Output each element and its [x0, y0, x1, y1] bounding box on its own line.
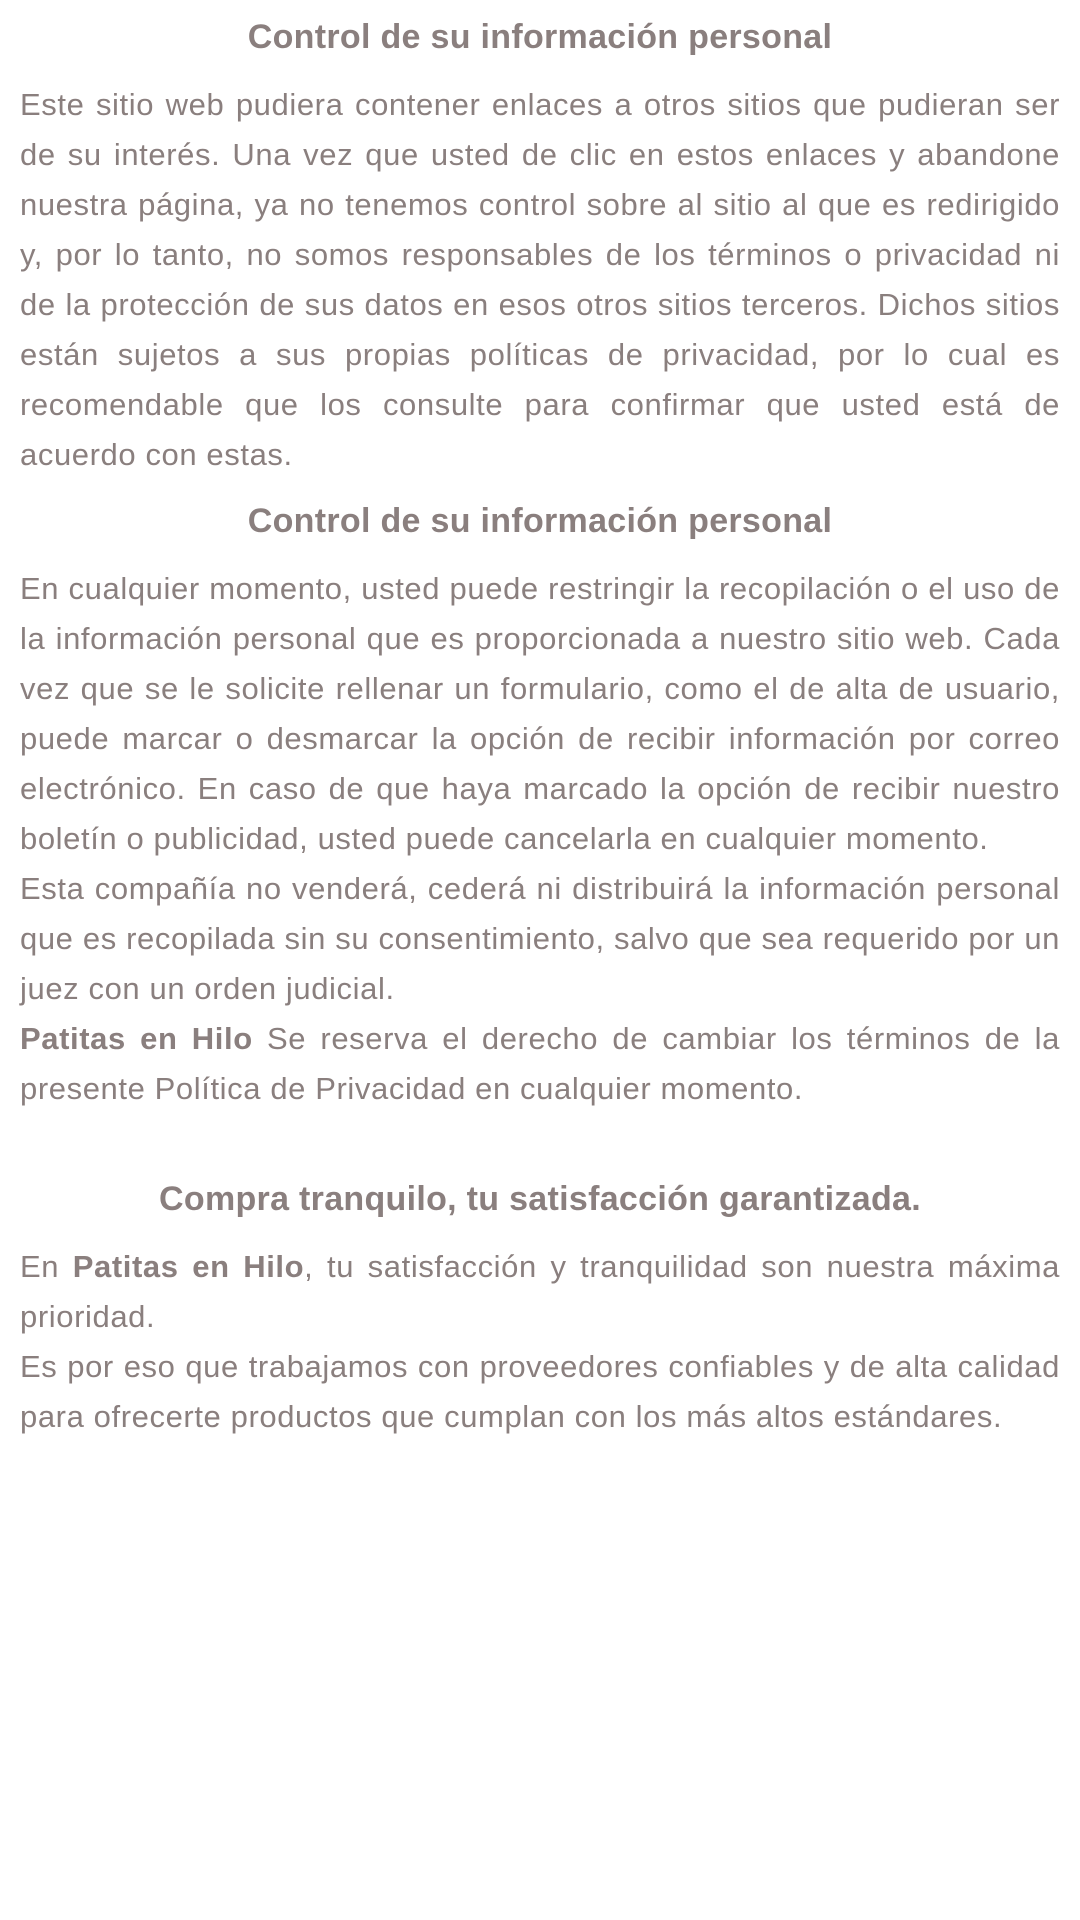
paragraph-policy-changes [20, 1014, 1060, 1114]
section-heading-links: Control de su información personal [247, 18, 833, 56]
satisfaction-prefix: En [20, 1249, 73, 1284]
paragraph-no-sale: Esta compañía no venderá, cederá ni distribuirá la información personal que es recopilada sin su consentimiento, salvo que sea requerido por un juez con un orden judicial. [20, 871, 1060, 1006]
brand-name: Patitas en Hilo [20, 1021, 253, 1056]
satisfaction-text: , tu satisfacción y tranquilidad son nuestra máxima prioridad. [20, 1249, 1061, 1334]
section-heading-personal-info: Control de su información personal [247, 502, 833, 540]
paragraph-satisfaction [20, 1242, 1060, 1342]
policy-changes-text: Se reserva el derecho de cambiar los términos de la presente Política de Privacidad en cualquier momento. [20, 1021, 1060, 1106]
paragraph-external-links: Este sitio web pudiera contener enlaces a otros sitios que pudieran ser de su interés. Una vez que usted de clic en estos enlaces y abandone nuestra página, ya no tenemos control sobre al sitio al que es redirigido y, por lo tanto, no somos responsables de los términos o privacidad ni de la protección de sus datos en esos otros sitios terceros. Dichos sitios están sujetos a sus propias políticas de privacidad, por lo cual es recomendable que los consulte para confirmar que usted está de acuerdo con estas. [20, 87, 1060, 472]
brand-name: Patitas en Hilo [72, 1249, 305, 1284]
paragraph-suppliers: Es por eso que trabajamos con proveedores confiables y de alta calidad para ofrecerte productos que cumplan con los más altos estándares. [20, 1349, 1060, 1434]
paragraph-restrict-collection: En cualquier momento, usted puede restringir la recopilación o el uso de la información personal que es proporcionada a nuestro sitio web. Cada vez que se le solicite rellenar un formulario, como el de alta de usuario, puede marcar o desmarcar la opción de recibir información por correo electrónico. En caso de que haya marcado la opción de recibir nuestro boletín o publicidad, usted puede cancelarla en cualquier momento. [20, 571, 1060, 856]
section-heading-satisfaction: Compra tranquilo, tu satisfacción garantizada. [159, 1180, 921, 1218]
